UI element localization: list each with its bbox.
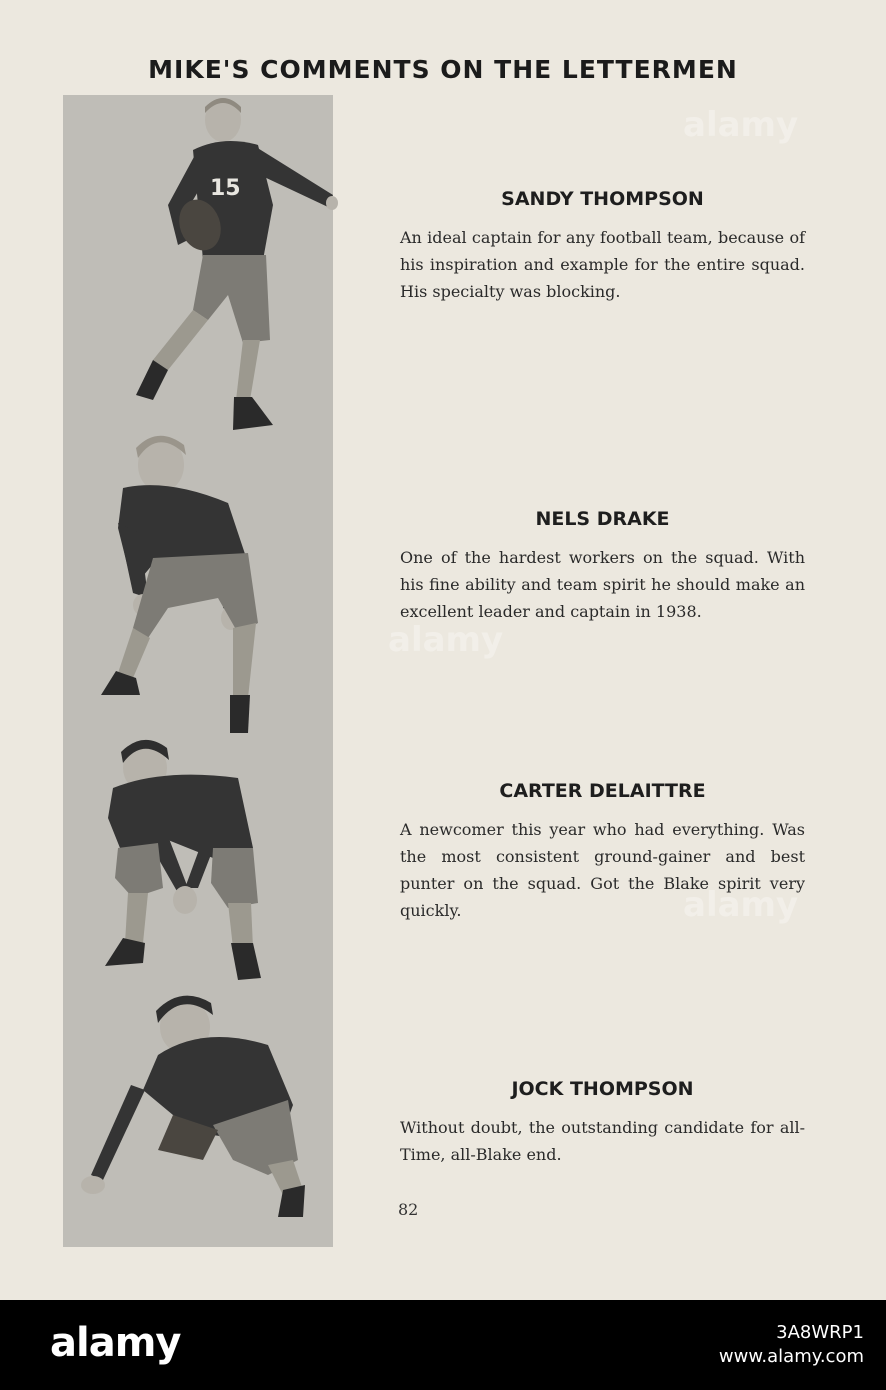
image-url: www.alamy.com [718,1346,864,1367]
player-comment: A newcomer this year who had everything. Was the most consistent ground-gainer and best punter on the squad. Got the Blake spirit very quickly. [400,820,805,920]
alamy-logo: alamy [50,1320,181,1366]
player-bio-sandy-thompson [400,188,805,305]
jersey-number: 15 [210,176,241,201]
player-photo-strip [63,95,333,1247]
player-photo-carter-delaittre [103,738,273,988]
player-name: SANDY THOMPSON [501,188,704,210]
player-photo-jock-thompson [63,995,308,1225]
watermark-text: alamy [388,620,504,660]
player-bio-jock-thompson [400,1078,805,1168]
player-comment: An ideal captain for any football team, because of his inspiration and example for the entire squad. His specialty was blocking. [400,228,805,301]
watermark-text: alamy [683,885,799,925]
player-name: CARTER DELAITTRE [499,780,706,802]
image-id: 3A8WRP1 [776,1322,864,1343]
player-bio-nels-drake [400,508,805,625]
player-name: NELS DRAKE [535,508,670,530]
player-name: JOCK THOMPSON [511,1078,694,1100]
watermark-text: alamy [683,105,799,145]
page-title: MIKE'S COMMENTS ON THE LETTERMEN [148,55,738,84]
player-photo-nels-drake [98,433,278,743]
player-comment: Without doubt, the outstanding candidate for all-Time, all-Blake end. [400,1118,805,1164]
player-comment: One of the hardest workers on the squad. With his fine ability and team spirit he should make an excellent leader and captain in 1938. [400,548,805,621]
player-photo-sandy-thompson [98,95,338,440]
page-number: 82 [398,1200,419,1219]
